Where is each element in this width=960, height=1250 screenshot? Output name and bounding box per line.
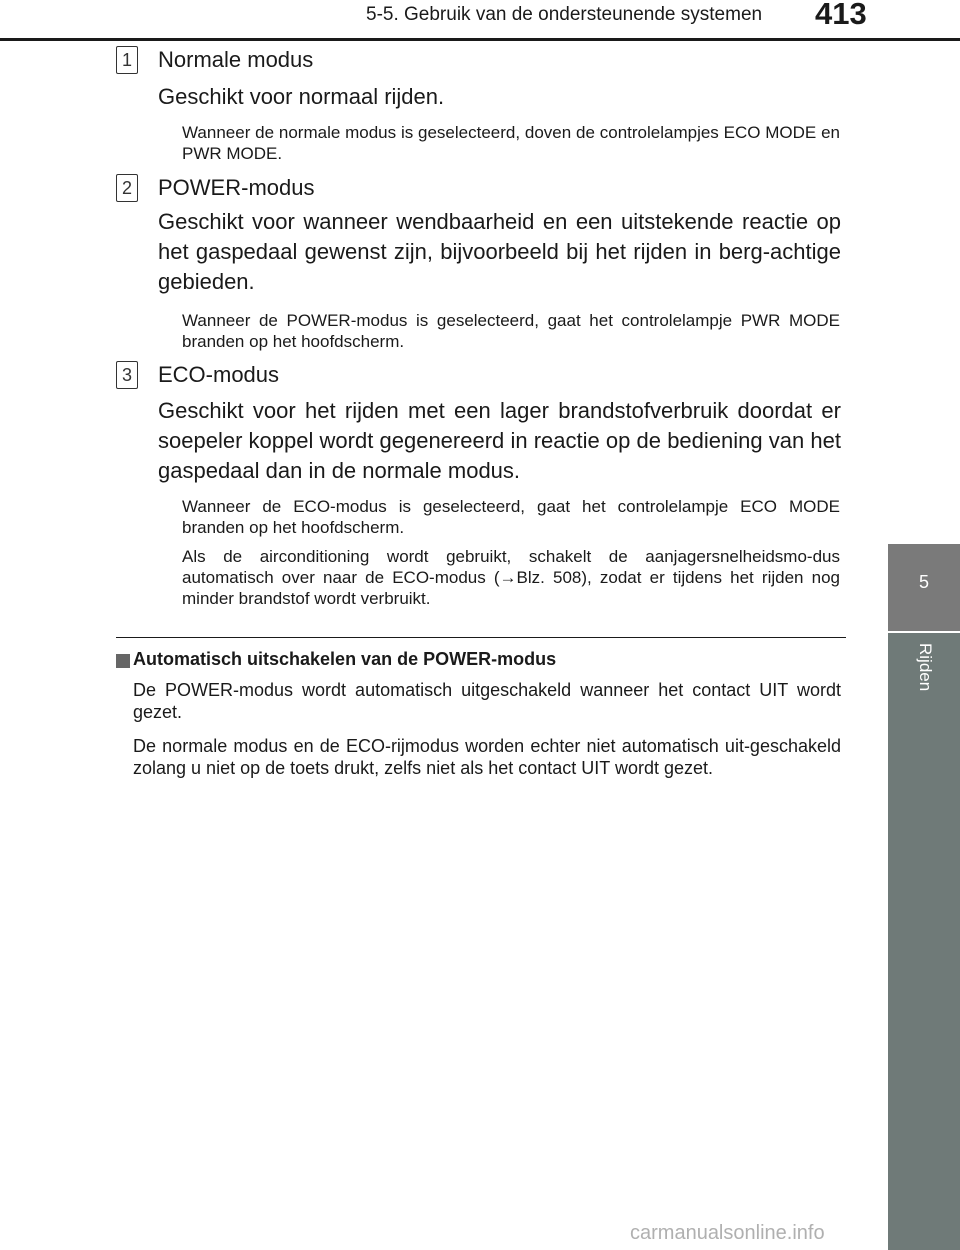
item-note: Wanneer de normale modus is geselecteerd, doven de controlelampjes ECO MODE en PWR MODE. [182,123,840,163]
item-note: Wanneer de ECO-modus is geselecteerd, gaat het controlelampje ECO MODE branden op het hoofdscherm. [182,497,840,537]
item-note: Als de airconditioning wordt gebruikt, schakelt de aanjagersnelheidsmo-dus automatisch over naar de ECO-modus (→Blz. 508), zodat er tijdens het rijden nog minder brandstof wordt verbruikt. [182,547,840,608]
watermark: carmanualsonline.info [630,1222,825,1244]
item-number-badge: 3 [116,361,138,389]
section-paragraph: De normale modus en de ECO-rijmodus worden echter niet automatisch uit-geschakeld zolang u niet op de toets drukt, zelfs niet als het contact UIT wordt gezet. [133,736,841,778]
item-number-badge: 1 [116,46,138,74]
chapter-number: 5 [918,572,929,592]
chapter-tab [888,544,960,631]
header-title: 5-5. Gebruik van de ondersteunende systemen [366,4,763,25]
header-rule [0,38,960,41]
item-body: Geschikt voor wanneer wendbaarheid en een uitstekende reactie op het gaspedaal gewenst zijn, bijvoorbeeld bij het rijden in berg-achtige gebieden. [158,209,841,294]
item-body: Geschikt voor het rijden met een lager brandstofverbruik doordat er soepeler koppel wordt gegenereerd in reactie op de bediening van het gaspedaal dan in de normale modus. [158,398,841,483]
item-title: Normale modus [158,47,314,72]
chapter-label: Rijden [916,643,935,692]
chapter-label-tab [888,633,960,1250]
page-number: 413 [815,0,867,31]
section-heading: Automatisch uitschakelen van de POWER-modus [133,649,557,669]
item-note: Wanneer de POWER-modus is geselecteerd, gaat het controlelampje PWR MODE branden op het hoofdscherm. [182,311,840,351]
section-marker-icon [116,654,130,668]
item-title: ECO-modus [158,362,280,387]
item-number-badge: 2 [116,174,138,202]
section-paragraph: De POWER-modus wordt automatisch uitgeschakeld wanneer het contact UIT wordt gezet. [133,680,841,722]
item-body: Geschikt voor normaal rijden. [158,84,445,109]
section-rule [116,637,846,638]
item-title: POWER-modus [158,175,315,200]
